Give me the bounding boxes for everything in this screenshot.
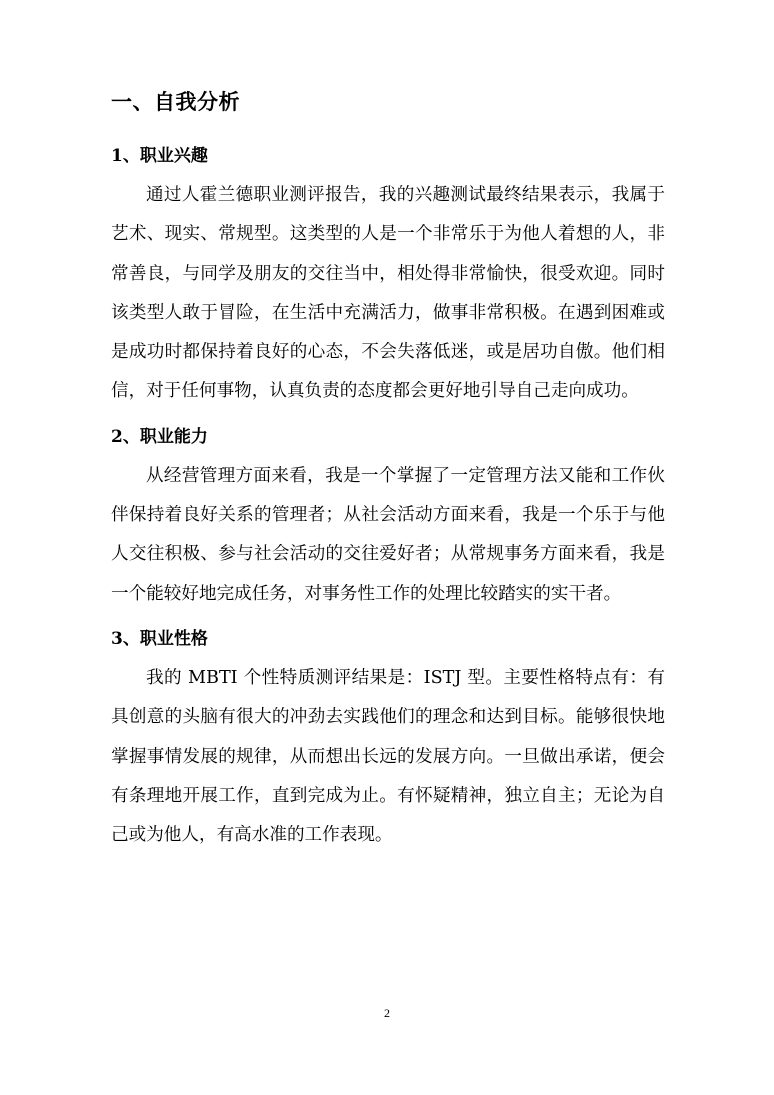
section-title: 一、自我分析 [111,89,240,114]
paragraph-ability: 从经营管理方面来看，我是一个掌握了一定管理方法又能和工作伙伴保持着良好关系的管理者；从社会活动方面来看，我是一个乐于与他人交往积极、参与社会活动的交往爱好者；从常规事务方面来看，我是一个能较好地完成任务，对事务性工作的处理比较踏实的实干者。 [111,465,665,604]
document-body [111,84,665,865]
subsection-heading-personality: 3、职业性格 [111,628,208,649]
paragraph-personality: 我的 MBTI 个性特质测评结果是：ISTJ 型。主要性格特点有：有具创意的头脑有很大的冲劲去实践他们的理念和达到目标。能够很快地掌握事情发展的规律，从而想出长远的发展方向。一旦做出承诺，便会有条理地开展工作，直到完成为止。有怀疑精神，独立自主；无论为自己或为他人，有高水准的工作表现。 [111,667,665,846]
subsection-heading-interest: 1、职业兴趣 [111,146,208,166]
subsection-heading-ability: 2、职业能力 [111,426,208,447]
page-number: 2 [384,1006,390,1020]
paragraph-interest: 通过人霍兰德职业测评报告，我的兴趣测试最终结果表示，我属于艺术、现实、常规型。这类型的人是一个非常乐于为他人着想的人，非常善良，与同学及朋友的交往当中，相处得非常愉快，很受欢迎。同时该类型人敢于冒险，在生活中充满活力，做事非常积极。在遇到困难或是成功时都保持着良好的心态，不会失落低迷，或是居功自傲。他们相信，对于任何事物，认真负责的态度都会更好地引导自己走向成功。 [111,185,665,402]
